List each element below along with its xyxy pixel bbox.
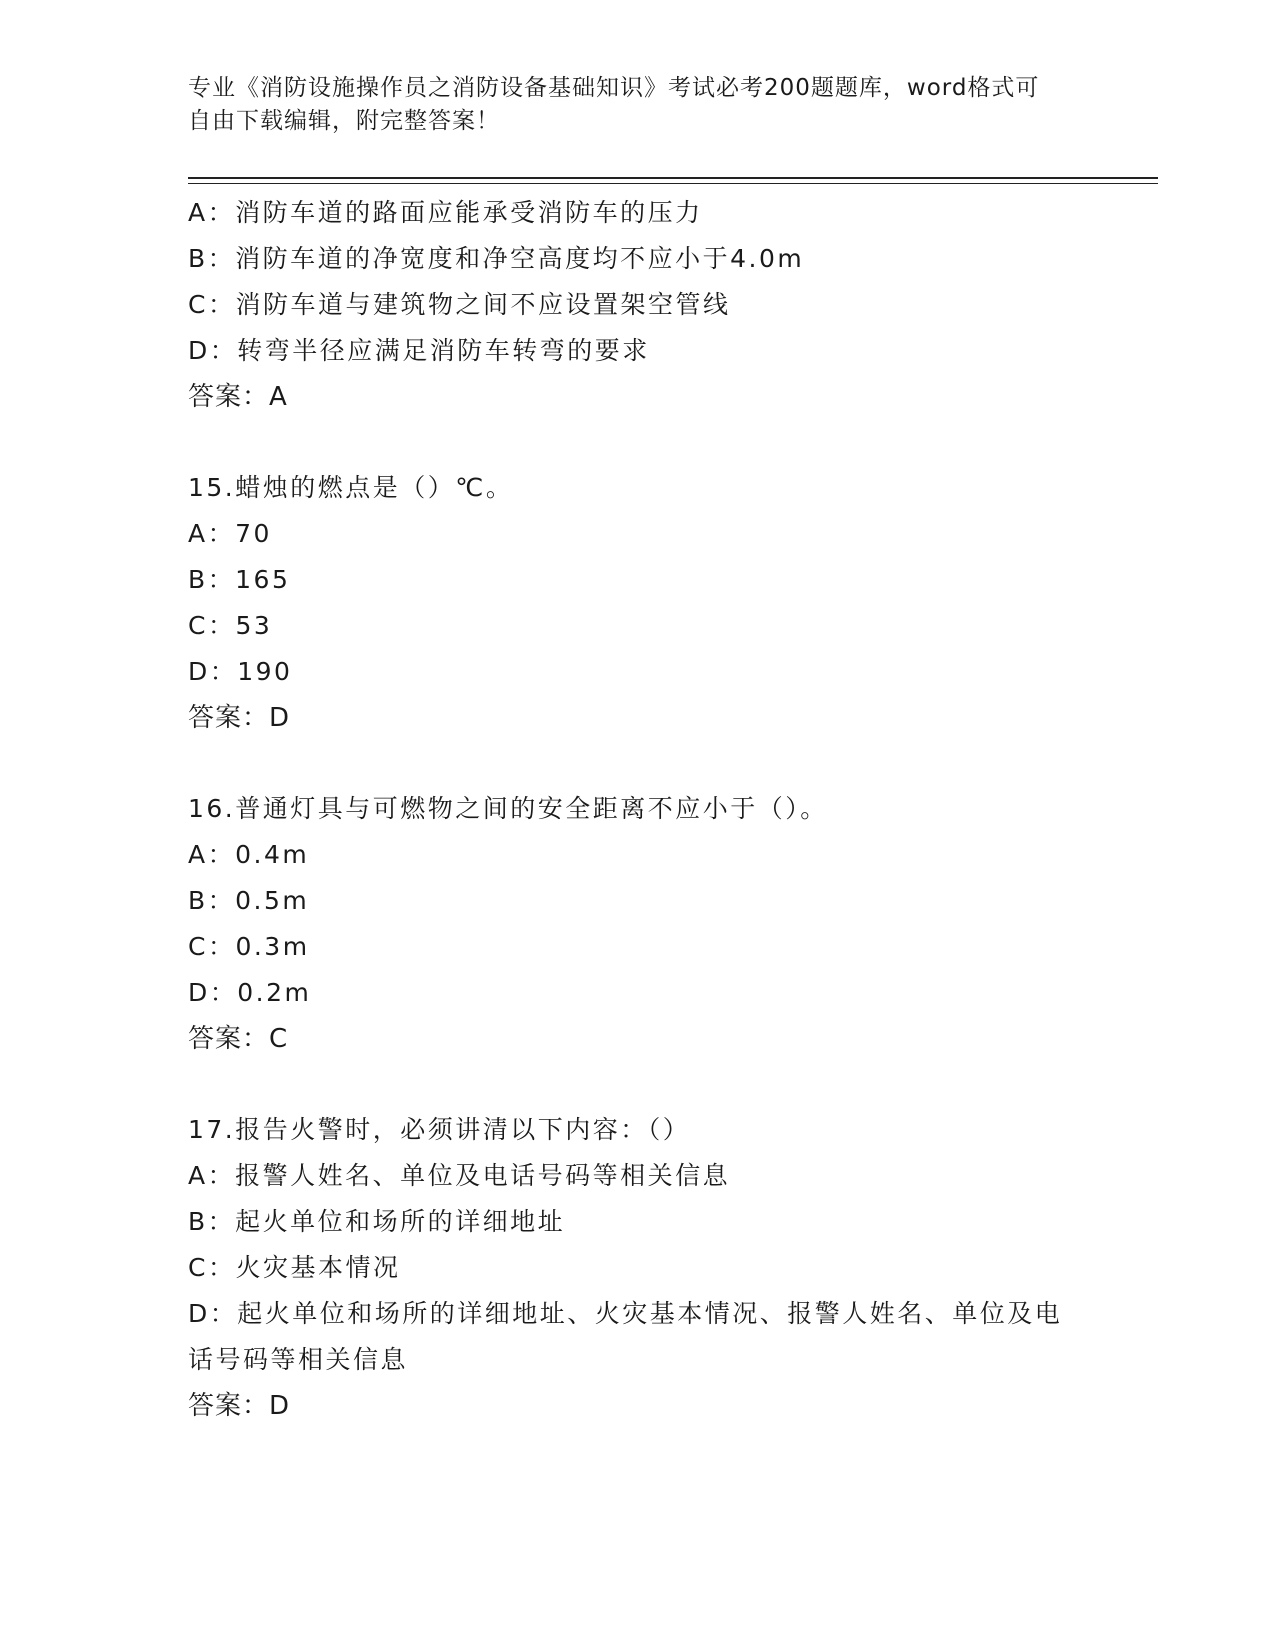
header-divider [188, 177, 1158, 179]
option-c: C：火灾基本情况 [188, 1253, 401, 1282]
option-b: B：165 [188, 565, 291, 594]
option-b: B：0.5m [188, 886, 310, 915]
option-c: C：消防车道与建筑物之间不应设置架空管线 [188, 290, 731, 319]
document-header [188, 72, 1088, 138]
question-stem: 16.普通灯具与可燃物之间的安全距离不应小于（）。 [188, 794, 828, 823]
spacer [188, 741, 1088, 786]
answer-label: 答案：C [188, 1024, 289, 1054]
option-c: C：53 [188, 611, 273, 640]
spacer [188, 420, 1088, 465]
option-d: D：转弯半径应满足消防车转弯的要求 [188, 336, 650, 365]
option-d: D：190 [188, 657, 293, 686]
question-list [188, 190, 1088, 1429]
option-a: A：消防车道的路面应能承受消防车的压力 [188, 198, 703, 227]
option-c: C：0.3m [188, 932, 310, 961]
question-stem: 17.报告火警时，必须讲清以下内容：（） [188, 1115, 691, 1144]
question-14 [188, 190, 1088, 420]
option-a: A：报警人姓名、单位及电话号码等相关信息 [188, 1161, 731, 1190]
option-d: D：0.2m [188, 978, 312, 1007]
header-divider-thin [188, 183, 1158, 184]
header-line-2: 自由下载编辑，附完整答案！ [188, 108, 500, 134]
answer-label: 答案：D [188, 1391, 291, 1421]
answer-label: 答案：A [188, 382, 288, 412]
option-d: D：起火单位和场所的详细地址、火灾基本情况、报警人姓名、单位及电话号码等相关信息 [188, 1299, 1063, 1374]
spacer [188, 1062, 1088, 1107]
question-15 [188, 465, 1088, 741]
option-b: B：消防车道的净宽度和净空高度均不应小于4.0m [188, 244, 805, 273]
question-17 [188, 1107, 1088, 1429]
option-a: A：70 [188, 519, 272, 548]
option-a: A：0.4m [188, 840, 310, 869]
question-16 [188, 786, 1088, 1062]
question-stem: 15.蜡烛的燃点是（）℃。 [188, 473, 514, 502]
answer-label: 答案：D [188, 703, 291, 733]
option-b: B：起火单位和场所的详细地址 [188, 1207, 566, 1236]
header-line-1: 专业《消防设施操作员之消防设备基础知识》考试必考200题题库，word格式可 [188, 75, 1040, 101]
